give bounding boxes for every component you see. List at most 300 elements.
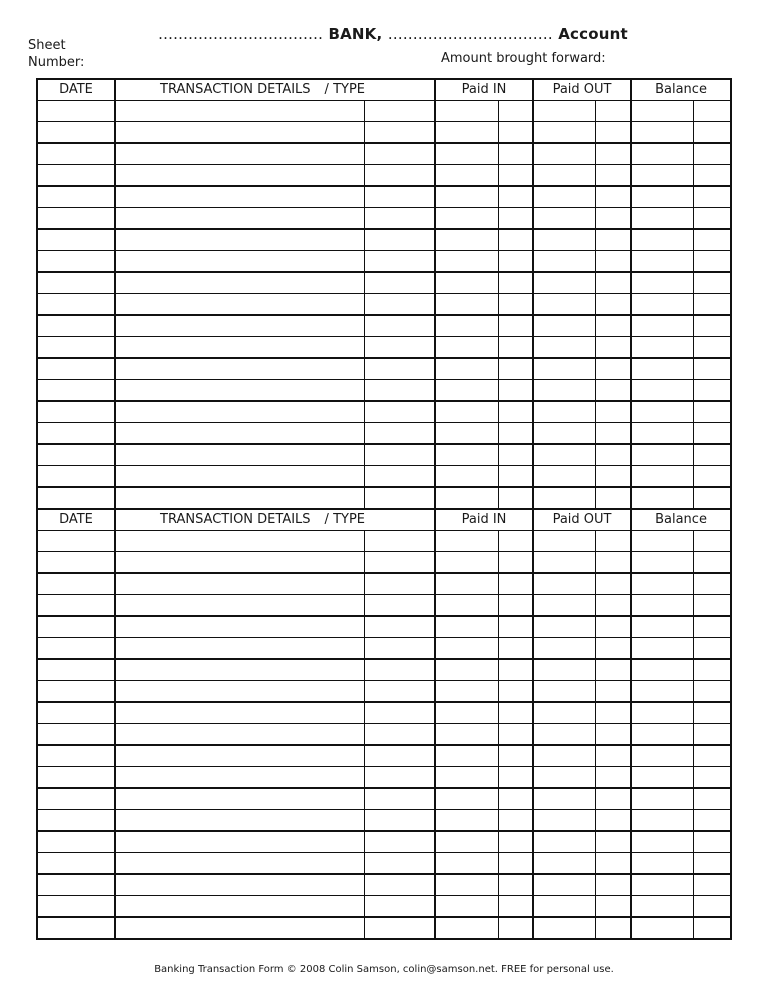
date-cell[interactable] <box>37 251 115 273</box>
balance-pounds-cell[interactable] <box>631 767 693 789</box>
paid-in-pounds-cell[interactable] <box>435 767 498 789</box>
paid-out-pence-cell[interactable] <box>595 681 631 703</box>
paid-in-pence-cell[interactable] <box>498 616 533 638</box>
paid-out-pence-cell[interactable] <box>595 423 631 445</box>
paid-out-pounds-cell[interactable] <box>533 358 595 380</box>
paid-in-pounds-cell[interactable] <box>435 315 498 337</box>
details-cell[interactable] <box>115 638 364 660</box>
details-cell[interactable] <box>115 531 364 552</box>
balance-pence-cell[interactable] <box>693 337 731 359</box>
paid-out-pence-cell[interactable] <box>595 186 631 208</box>
type-cell[interactable] <box>364 294 435 316</box>
type-cell[interactable] <box>364 251 435 273</box>
paid-in-pounds-cell[interactable] <box>435 122 498 144</box>
paid-out-pence-cell[interactable] <box>595 380 631 402</box>
type-cell[interactable] <box>364 702 435 724</box>
paid-in-pence-cell[interactable] <box>498 358 533 380</box>
paid-out-pounds-cell[interactable] <box>533 638 595 660</box>
type-cell[interactable] <box>364 315 435 337</box>
details-cell[interactable] <box>115 337 364 359</box>
balance-pence-cell[interactable] <box>693 229 731 251</box>
paid-out-pence-cell[interactable] <box>595 487 631 509</box>
balance-pence-cell[interactable] <box>693 487 731 509</box>
details-cell[interactable] <box>115 101 364 122</box>
paid-in-pence-cell[interactable] <box>498 380 533 402</box>
balance-pounds-cell[interactable] <box>631 208 693 230</box>
type-cell[interactable] <box>364 122 435 144</box>
date-cell[interactable] <box>37 788 115 810</box>
paid-in-pounds-cell[interactable] <box>435 552 498 574</box>
balance-pence-cell[interactable] <box>693 101 731 122</box>
paid-in-pence-cell[interactable] <box>498 659 533 681</box>
paid-in-pounds-cell[interactable] <box>435 788 498 810</box>
type-cell[interactable] <box>364 208 435 230</box>
paid-out-pounds-cell[interactable] <box>533 810 595 832</box>
date-cell[interactable] <box>37 745 115 767</box>
balance-pence-cell[interactable] <box>693 767 731 789</box>
paid-out-pounds-cell[interactable] <box>533 853 595 875</box>
paid-in-pounds-cell[interactable] <box>435 681 498 703</box>
paid-in-pence-cell[interactable] <box>498 294 533 316</box>
balance-pounds-cell[interactable] <box>631 272 693 294</box>
paid-in-pounds-cell[interactable] <box>435 401 498 423</box>
type-cell[interactable] <box>364 724 435 746</box>
paid-in-pounds-cell[interactable] <box>435 251 498 273</box>
balance-pounds-cell[interactable] <box>631 681 693 703</box>
paid-in-pence-cell[interactable] <box>498 745 533 767</box>
type-cell[interactable] <box>364 616 435 638</box>
paid-in-pounds-cell[interactable] <box>435 487 498 509</box>
date-cell[interactable] <box>37 831 115 853</box>
paid-in-pence-cell[interactable] <box>498 724 533 746</box>
balance-pounds-cell[interactable] <box>631 466 693 488</box>
details-cell[interactable] <box>115 810 364 832</box>
paid-in-pence-cell[interactable] <box>498 401 533 423</box>
date-cell[interactable] <box>37 229 115 251</box>
paid-in-pence-cell[interactable] <box>498 466 533 488</box>
paid-in-pounds-cell[interactable] <box>435 294 498 316</box>
balance-pence-cell[interactable] <box>693 745 731 767</box>
balance-pence-cell[interactable] <box>693 466 731 488</box>
paid-in-pence-cell[interactable] <box>498 810 533 832</box>
paid-in-pence-cell[interactable] <box>498 101 533 122</box>
paid-out-pounds-cell[interactable] <box>533 272 595 294</box>
paid-out-pence-cell[interactable] <box>595 272 631 294</box>
date-cell[interactable] <box>37 487 115 509</box>
paid-out-pounds-cell[interactable] <box>533 616 595 638</box>
paid-out-pence-cell[interactable] <box>595 208 631 230</box>
date-cell[interactable] <box>37 681 115 703</box>
paid-out-pounds-cell[interactable] <box>533 896 595 918</box>
balance-pence-cell[interactable] <box>693 552 731 574</box>
details-cell[interactable] <box>115 444 364 466</box>
paid-in-pence-cell[interactable] <box>498 229 533 251</box>
paid-out-pence-cell[interactable] <box>595 917 631 939</box>
paid-out-pence-cell[interactable] <box>595 444 631 466</box>
type-cell[interactable] <box>364 143 435 165</box>
type-cell[interactable] <box>364 896 435 918</box>
paid-in-pence-cell[interactable] <box>498 143 533 165</box>
paid-out-pence-cell[interactable] <box>595 358 631 380</box>
paid-in-pounds-cell[interactable] <box>435 208 498 230</box>
paid-in-pounds-cell[interactable] <box>435 853 498 875</box>
paid-out-pence-cell[interactable] <box>595 767 631 789</box>
paid-out-pounds-cell[interactable] <box>533 595 595 617</box>
paid-in-pence-cell[interactable] <box>498 788 533 810</box>
paid-out-pence-cell[interactable] <box>595 638 631 660</box>
type-cell[interactable] <box>364 337 435 359</box>
details-cell[interactable] <box>115 788 364 810</box>
paid-out-pence-cell[interactable] <box>595 595 631 617</box>
type-cell[interactable] <box>364 552 435 574</box>
paid-out-pence-cell[interactable] <box>595 466 631 488</box>
details-cell[interactable] <box>115 659 364 681</box>
paid-in-pounds-cell[interactable] <box>435 272 498 294</box>
balance-pounds-cell[interactable] <box>631 853 693 875</box>
paid-in-pounds-cell[interactable] <box>435 101 498 122</box>
paid-in-pence-cell[interactable] <box>498 487 533 509</box>
paid-in-pence-cell[interactable] <box>498 595 533 617</box>
details-cell[interactable] <box>115 616 364 638</box>
date-cell[interactable] <box>37 853 115 875</box>
paid-out-pence-cell[interactable] <box>595 122 631 144</box>
paid-in-pence-cell[interactable] <box>498 853 533 875</box>
paid-in-pence-cell[interactable] <box>498 208 533 230</box>
date-cell[interactable] <box>37 917 115 939</box>
paid-out-pounds-cell[interactable] <box>533 294 595 316</box>
paid-in-pence-cell[interactable] <box>498 315 533 337</box>
date-cell[interactable] <box>37 101 115 122</box>
paid-in-pounds-cell[interactable] <box>435 896 498 918</box>
paid-out-pence-cell[interactable] <box>595 531 631 552</box>
type-cell[interactable] <box>364 466 435 488</box>
paid-in-pounds-cell[interactable] <box>435 466 498 488</box>
balance-pounds-cell[interactable] <box>631 531 693 552</box>
paid-out-pounds-cell[interactable] <box>533 101 595 122</box>
balance-pence-cell[interactable] <box>693 896 731 918</box>
details-cell[interactable] <box>115 358 364 380</box>
balance-pence-cell[interactable] <box>693 638 731 660</box>
paid-out-pounds-cell[interactable] <box>533 165 595 187</box>
balance-pounds-cell[interactable] <box>631 659 693 681</box>
balance-pounds-cell[interactable] <box>631 917 693 939</box>
balance-pounds-cell[interactable] <box>631 896 693 918</box>
details-cell[interactable] <box>115 143 364 165</box>
balance-pence-cell[interactable] <box>693 531 731 552</box>
balance-pence-cell[interactable] <box>693 294 731 316</box>
paid-in-pounds-cell[interactable] <box>435 831 498 853</box>
date-cell[interactable] <box>37 573 115 595</box>
balance-pounds-cell[interactable] <box>631 229 693 251</box>
details-cell[interactable] <box>115 487 364 509</box>
date-cell[interactable] <box>37 294 115 316</box>
paid-out-pounds-cell[interactable] <box>533 186 595 208</box>
paid-in-pence-cell[interactable] <box>498 251 533 273</box>
paid-in-pence-cell[interactable] <box>498 573 533 595</box>
balance-pence-cell[interactable] <box>693 315 731 337</box>
paid-in-pence-cell[interactable] <box>498 272 533 294</box>
details-cell[interactable] <box>115 229 364 251</box>
paid-in-pence-cell[interactable] <box>498 896 533 918</box>
balance-pounds-cell[interactable] <box>631 423 693 445</box>
balance-pounds-cell[interactable] <box>631 165 693 187</box>
paid-in-pence-cell[interactable] <box>498 681 533 703</box>
paid-in-pounds-cell[interactable] <box>435 616 498 638</box>
paid-out-pence-cell[interactable] <box>595 616 631 638</box>
balance-pounds-cell[interactable] <box>631 638 693 660</box>
paid-in-pence-cell[interactable] <box>498 531 533 552</box>
paid-in-pounds-cell[interactable] <box>435 874 498 896</box>
date-cell[interactable] <box>37 165 115 187</box>
date-cell[interactable] <box>37 896 115 918</box>
paid-out-pounds-cell[interactable] <box>533 788 595 810</box>
paid-out-pounds-cell[interactable] <box>533 552 595 574</box>
details-cell[interactable] <box>115 165 364 187</box>
type-cell[interactable] <box>364 810 435 832</box>
paid-in-pounds-cell[interactable] <box>435 531 498 552</box>
paid-in-pounds-cell[interactable] <box>435 724 498 746</box>
balance-pence-cell[interactable] <box>693 380 731 402</box>
type-cell[interactable] <box>364 874 435 896</box>
balance-pence-cell[interactable] <box>693 423 731 445</box>
paid-in-pounds-cell[interactable] <box>435 702 498 724</box>
balance-pence-cell[interactable] <box>693 788 731 810</box>
details-cell[interactable] <box>115 745 364 767</box>
paid-out-pence-cell[interactable] <box>595 294 631 316</box>
balance-pounds-cell[interactable] <box>631 788 693 810</box>
date-cell[interactable] <box>37 874 115 896</box>
date-cell[interactable] <box>37 337 115 359</box>
date-cell[interactable] <box>37 616 115 638</box>
balance-pence-cell[interactable] <box>693 444 731 466</box>
type-cell[interactable] <box>364 487 435 509</box>
balance-pence-cell[interactable] <box>693 122 731 144</box>
balance-pence-cell[interactable] <box>693 810 731 832</box>
balance-pence-cell[interactable] <box>693 853 731 875</box>
paid-in-pounds-cell[interactable] <box>435 659 498 681</box>
paid-out-pounds-cell[interactable] <box>533 724 595 746</box>
paid-out-pence-cell[interactable] <box>595 573 631 595</box>
details-cell[interactable] <box>115 552 364 574</box>
details-cell[interactable] <box>115 294 364 316</box>
paid-in-pounds-cell[interactable] <box>435 595 498 617</box>
balance-pounds-cell[interactable] <box>631 122 693 144</box>
paid-out-pounds-cell[interactable] <box>533 831 595 853</box>
paid-out-pounds-cell[interactable] <box>533 767 595 789</box>
balance-pounds-cell[interactable] <box>631 251 693 273</box>
type-cell[interactable] <box>364 853 435 875</box>
type-cell[interactable] <box>364 573 435 595</box>
type-cell[interactable] <box>364 401 435 423</box>
type-cell[interactable] <box>364 831 435 853</box>
paid-in-pounds-cell[interactable] <box>435 165 498 187</box>
paid-out-pence-cell[interactable] <box>595 788 631 810</box>
paid-out-pence-cell[interactable] <box>595 165 631 187</box>
paid-in-pence-cell[interactable] <box>498 831 533 853</box>
paid-in-pence-cell[interactable] <box>498 122 533 144</box>
balance-pounds-cell[interactable] <box>631 444 693 466</box>
paid-out-pence-cell[interactable] <box>595 702 631 724</box>
balance-pence-cell[interactable] <box>693 702 731 724</box>
balance-pence-cell[interactable] <box>693 595 731 617</box>
type-cell[interactable] <box>364 229 435 251</box>
paid-out-pounds-cell[interactable] <box>533 208 595 230</box>
balance-pence-cell[interactable] <box>693 358 731 380</box>
type-cell[interactable] <box>364 423 435 445</box>
date-cell[interactable] <box>37 358 115 380</box>
paid-out-pence-cell[interactable] <box>595 552 631 574</box>
balance-pounds-cell[interactable] <box>631 380 693 402</box>
paid-out-pence-cell[interactable] <box>595 874 631 896</box>
paid-out-pounds-cell[interactable] <box>533 659 595 681</box>
paid-in-pounds-cell[interactable] <box>435 573 498 595</box>
date-cell[interactable] <box>37 466 115 488</box>
paid-out-pounds-cell[interactable] <box>533 531 595 552</box>
details-cell[interactable] <box>115 831 364 853</box>
paid-out-pounds-cell[interactable] <box>533 423 595 445</box>
balance-pence-cell[interactable] <box>693 143 731 165</box>
details-cell[interactable] <box>115 380 364 402</box>
details-cell[interactable] <box>115 681 364 703</box>
paid-in-pence-cell[interactable] <box>498 165 533 187</box>
paid-in-pence-cell[interactable] <box>498 186 533 208</box>
paid-out-pence-cell[interactable] <box>595 401 631 423</box>
paid-in-pounds-cell[interactable] <box>435 423 498 445</box>
type-cell[interactable] <box>364 101 435 122</box>
balance-pence-cell[interactable] <box>693 165 731 187</box>
paid-in-pence-cell[interactable] <box>498 702 533 724</box>
paid-in-pence-cell[interactable] <box>498 423 533 445</box>
details-cell[interactable] <box>115 315 364 337</box>
date-cell[interactable] <box>37 122 115 144</box>
type-cell[interactable] <box>364 595 435 617</box>
balance-pounds-cell[interactable] <box>631 315 693 337</box>
balance-pounds-cell[interactable] <box>631 745 693 767</box>
type-cell[interactable] <box>364 531 435 552</box>
paid-in-pounds-cell[interactable] <box>435 358 498 380</box>
date-cell[interactable] <box>37 531 115 552</box>
paid-out-pounds-cell[interactable] <box>533 466 595 488</box>
paid-in-pounds-cell[interactable] <box>435 380 498 402</box>
details-cell[interactable] <box>115 702 364 724</box>
paid-out-pounds-cell[interactable] <box>533 229 595 251</box>
date-cell[interactable] <box>37 208 115 230</box>
paid-out-pounds-cell[interactable] <box>533 444 595 466</box>
details-cell[interactable] <box>115 186 364 208</box>
paid-out-pence-cell[interactable] <box>595 251 631 273</box>
details-cell[interactable] <box>115 896 364 918</box>
date-cell[interactable] <box>37 272 115 294</box>
balance-pence-cell[interactable] <box>693 917 731 939</box>
balance-pounds-cell[interactable] <box>631 616 693 638</box>
paid-out-pounds-cell[interactable] <box>533 122 595 144</box>
details-cell[interactable] <box>115 272 364 294</box>
paid-in-pence-cell[interactable] <box>498 337 533 359</box>
paid-out-pence-cell[interactable] <box>595 659 631 681</box>
type-cell[interactable] <box>364 788 435 810</box>
paid-out-pence-cell[interactable] <box>595 337 631 359</box>
paid-in-pounds-cell[interactable] <box>435 745 498 767</box>
balance-pounds-cell[interactable] <box>631 294 693 316</box>
type-cell[interactable] <box>364 638 435 660</box>
type-cell[interactable] <box>364 165 435 187</box>
date-cell[interactable] <box>37 595 115 617</box>
balance-pence-cell[interactable] <box>693 681 731 703</box>
paid-out-pence-cell[interactable] <box>595 143 631 165</box>
balance-pounds-cell[interactable] <box>631 337 693 359</box>
type-cell[interactable] <box>364 272 435 294</box>
paid-out-pounds-cell[interactable] <box>533 745 595 767</box>
balance-pounds-cell[interactable] <box>631 595 693 617</box>
paid-in-pounds-cell[interactable] <box>435 143 498 165</box>
paid-out-pence-cell[interactable] <box>595 745 631 767</box>
paid-in-pence-cell[interactable] <box>498 767 533 789</box>
paid-in-pounds-cell[interactable] <box>435 229 498 251</box>
balance-pounds-cell[interactable] <box>631 186 693 208</box>
paid-out-pounds-cell[interactable] <box>533 337 595 359</box>
paid-out-pounds-cell[interactable] <box>533 681 595 703</box>
balance-pence-cell[interactable] <box>693 251 731 273</box>
details-cell[interactable] <box>115 423 364 445</box>
date-cell[interactable] <box>37 659 115 681</box>
type-cell[interactable] <box>364 681 435 703</box>
paid-out-pounds-cell[interactable] <box>533 315 595 337</box>
balance-pounds-cell[interactable] <box>631 143 693 165</box>
paid-out-pounds-cell[interactable] <box>533 143 595 165</box>
date-cell[interactable] <box>37 186 115 208</box>
balance-pence-cell[interactable] <box>693 401 731 423</box>
balance-pounds-cell[interactable] <box>631 573 693 595</box>
balance-pence-cell[interactable] <box>693 659 731 681</box>
date-cell[interactable] <box>37 552 115 574</box>
type-cell[interactable] <box>364 186 435 208</box>
paid-in-pounds-cell[interactable] <box>435 186 498 208</box>
type-cell[interactable] <box>364 444 435 466</box>
details-cell[interactable] <box>115 401 364 423</box>
paid-in-pence-cell[interactable] <box>498 917 533 939</box>
balance-pounds-cell[interactable] <box>631 874 693 896</box>
balance-pence-cell[interactable] <box>693 573 731 595</box>
date-cell[interactable] <box>37 143 115 165</box>
balance-pounds-cell[interactable] <box>631 810 693 832</box>
paid-out-pence-cell[interactable] <box>595 315 631 337</box>
details-cell[interactable] <box>115 573 364 595</box>
details-cell[interactable] <box>115 595 364 617</box>
paid-in-pounds-cell[interactable] <box>435 810 498 832</box>
date-cell[interactable] <box>37 702 115 724</box>
paid-in-pounds-cell[interactable] <box>435 444 498 466</box>
balance-pounds-cell[interactable] <box>631 101 693 122</box>
date-cell[interactable] <box>37 767 115 789</box>
paid-in-pounds-cell[interactable] <box>435 917 498 939</box>
type-cell[interactable] <box>364 380 435 402</box>
paid-out-pence-cell[interactable] <box>595 853 631 875</box>
details-cell[interactable] <box>115 251 364 273</box>
paid-out-pounds-cell[interactable] <box>533 917 595 939</box>
details-cell[interactable] <box>115 466 364 488</box>
date-cell[interactable] <box>37 724 115 746</box>
paid-in-pounds-cell[interactable] <box>435 638 498 660</box>
balance-pounds-cell[interactable] <box>631 401 693 423</box>
paid-out-pounds-cell[interactable] <box>533 401 595 423</box>
paid-out-pence-cell[interactable] <box>595 101 631 122</box>
details-cell[interactable] <box>115 767 364 789</box>
details-cell[interactable] <box>115 122 364 144</box>
balance-pounds-cell[interactable] <box>631 358 693 380</box>
date-cell[interactable] <box>37 638 115 660</box>
type-cell[interactable] <box>364 659 435 681</box>
details-cell[interactable] <box>115 853 364 875</box>
